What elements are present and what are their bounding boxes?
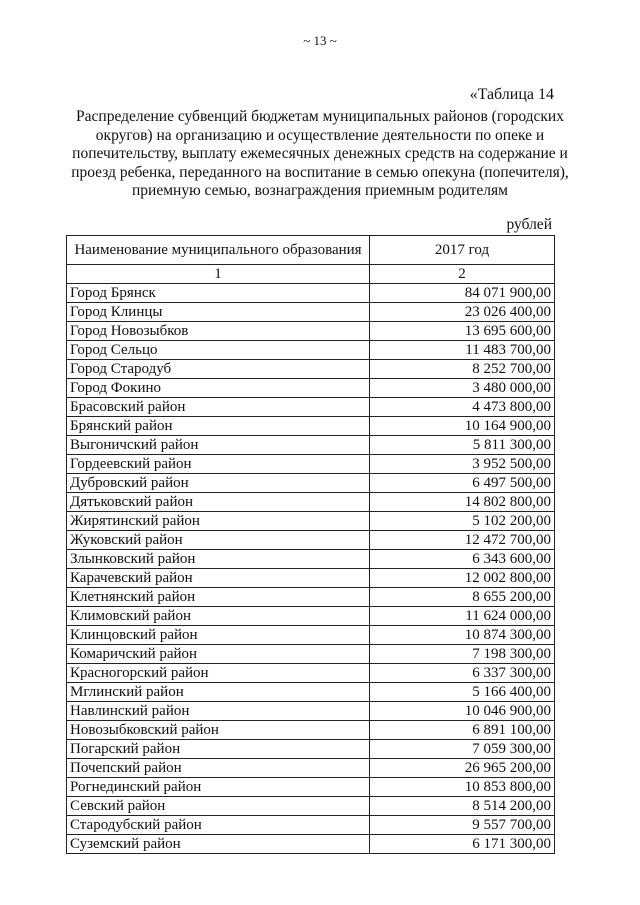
table-row	[67, 626, 555, 645]
municipality-name: Брянский район	[67, 417, 370, 436]
table-row	[67, 683, 555, 702]
municipality-name: Жуковский район	[67, 531, 370, 550]
municipality-name: Севский район	[67, 797, 370, 816]
table-row	[67, 474, 555, 493]
municipality-name: Выгоничский район	[67, 436, 370, 455]
table-row	[67, 341, 555, 360]
table-row	[67, 645, 555, 664]
subvention-amount: 10 046 900,00	[370, 702, 555, 721]
municipality-name: Рогнединский район	[67, 778, 370, 797]
table-row	[67, 417, 555, 436]
subvention-amount: 6 171 300,00	[370, 835, 555, 854]
table-row	[67, 759, 555, 778]
municipality-name: Красногорский район	[67, 664, 370, 683]
subvention-amount: 12 472 700,00	[370, 531, 555, 550]
municipality-name: Город Клинцы	[67, 303, 370, 322]
document-title: Распределение субвенций бюджетам муниципальных районов (городских округов) на организацию и осуществление деятельности по опеке и попечительству, выплату ежемесячных денежных средств на содержание и проезд ребенка, переданного на воспитание в семью опекуна (попечителя), приемную семью, вознаграждения приемным родителям	[71, 108, 569, 199]
municipality-name: Мглинский район	[67, 683, 370, 702]
municipality-name: Навлинский район	[67, 702, 370, 721]
subvention-amount: 8 514 200,00	[370, 797, 555, 816]
municipality-name: Погарский район	[67, 740, 370, 759]
column-header-name: Наименование муниципального образования	[67, 236, 370, 265]
table-row	[67, 398, 555, 417]
subvention-amount: 5 811 300,00	[370, 436, 555, 455]
subvention-amount: 10 853 800,00	[370, 778, 555, 797]
subvention-amount: 23 026 400,00	[370, 303, 555, 322]
table-row	[67, 569, 555, 588]
subvention-amount: 13 695 600,00	[370, 322, 555, 341]
municipality-name: Город Новозыбков	[67, 322, 370, 341]
table-row	[67, 531, 555, 550]
subvention-amount: 3 952 500,00	[370, 455, 555, 474]
municipality-name: Жирятинский район	[67, 512, 370, 531]
subvention-amount: 84 071 900,00	[370, 284, 555, 303]
table-row	[67, 835, 555, 854]
subvention-amount: 6 337 300,00	[370, 664, 555, 683]
subvention-amount: 6 497 500,00	[370, 474, 555, 493]
municipality-name: Почепский район	[67, 759, 370, 778]
table-row	[67, 493, 555, 512]
table-row	[67, 360, 555, 379]
subvention-amount: 7 198 300,00	[370, 645, 555, 664]
subvention-amount: 10 164 900,00	[370, 417, 555, 436]
subvention-amount: 4 473 800,00	[370, 398, 555, 417]
municipality-name: Дятьковский район	[67, 493, 370, 512]
subvention-amount: 8 655 200,00	[370, 588, 555, 607]
table-row	[67, 607, 555, 626]
subvention-amount: 3 480 000,00	[370, 379, 555, 398]
table-row	[67, 379, 555, 398]
subvention-amount: 7 059 300,00	[370, 740, 555, 759]
subvention-amount: 10 874 300,00	[370, 626, 555, 645]
municipality-name: Злынковский район	[67, 550, 370, 569]
subvention-amount: 6 343 600,00	[370, 550, 555, 569]
table-header-row	[67, 236, 555, 265]
subvention-amount: 11 624 000,00	[370, 607, 555, 626]
subvention-amount: 5 102 200,00	[370, 512, 555, 531]
table-row	[67, 664, 555, 683]
municipality-name: Новозыбковский район	[67, 721, 370, 740]
table-label: «Таблица 14	[469, 86, 554, 103]
table-row	[67, 322, 555, 341]
municipality-name: Гордеевский район	[67, 455, 370, 474]
municipality-name: Город Стародуб	[67, 360, 370, 379]
table-row	[67, 778, 555, 797]
municipality-name: Город Фокино	[67, 379, 370, 398]
municipality-name: Стародубский район	[67, 816, 370, 835]
subvention-amount: 14 802 800,00	[370, 493, 555, 512]
subvention-table	[66, 235, 555, 854]
table-body	[67, 284, 555, 854]
column-number-2: 2	[370, 265, 555, 284]
column-number-row	[67, 265, 555, 284]
municipality-name: Город Сельцо	[67, 341, 370, 360]
table-row	[67, 721, 555, 740]
municipality-name: Карачевский район	[67, 569, 370, 588]
municipality-name: Город Брянск	[67, 284, 370, 303]
municipality-name: Клинцовский район	[67, 626, 370, 645]
subvention-amount: 8 252 700,00	[370, 360, 555, 379]
municipality-name: Климовский район	[67, 607, 370, 626]
subvention-amount: 9 557 700,00	[370, 816, 555, 835]
table-row	[67, 702, 555, 721]
subvention-amount: 5 166 400,00	[370, 683, 555, 702]
subvention-amount: 26 965 200,00	[370, 759, 555, 778]
subvention-amount: 6 891 100,00	[370, 721, 555, 740]
table-row	[67, 512, 555, 531]
table-row	[67, 740, 555, 759]
table-row	[67, 436, 555, 455]
municipality-name: Брасовский район	[67, 398, 370, 417]
subvention-amount: 12 002 800,00	[370, 569, 555, 588]
column-header-year: 2017 год	[370, 236, 555, 265]
column-number-1: 1	[67, 265, 370, 284]
table-row	[67, 550, 555, 569]
municipality-name: Комаричский район	[67, 645, 370, 664]
table-row	[67, 588, 555, 607]
municipality-name: Суземский район	[67, 835, 370, 854]
subvention-amount: 11 483 700,00	[370, 341, 555, 360]
municipality-name: Дубровский район	[67, 474, 370, 493]
table-row	[67, 303, 555, 322]
page-number: ~ 13 ~	[303, 33, 337, 48]
table-row	[67, 816, 555, 835]
table-row	[67, 797, 555, 816]
units-label: рублей	[506, 216, 552, 233]
municipality-name: Клетнянский район	[67, 588, 370, 607]
table-row	[67, 284, 555, 303]
table-row	[67, 455, 555, 474]
